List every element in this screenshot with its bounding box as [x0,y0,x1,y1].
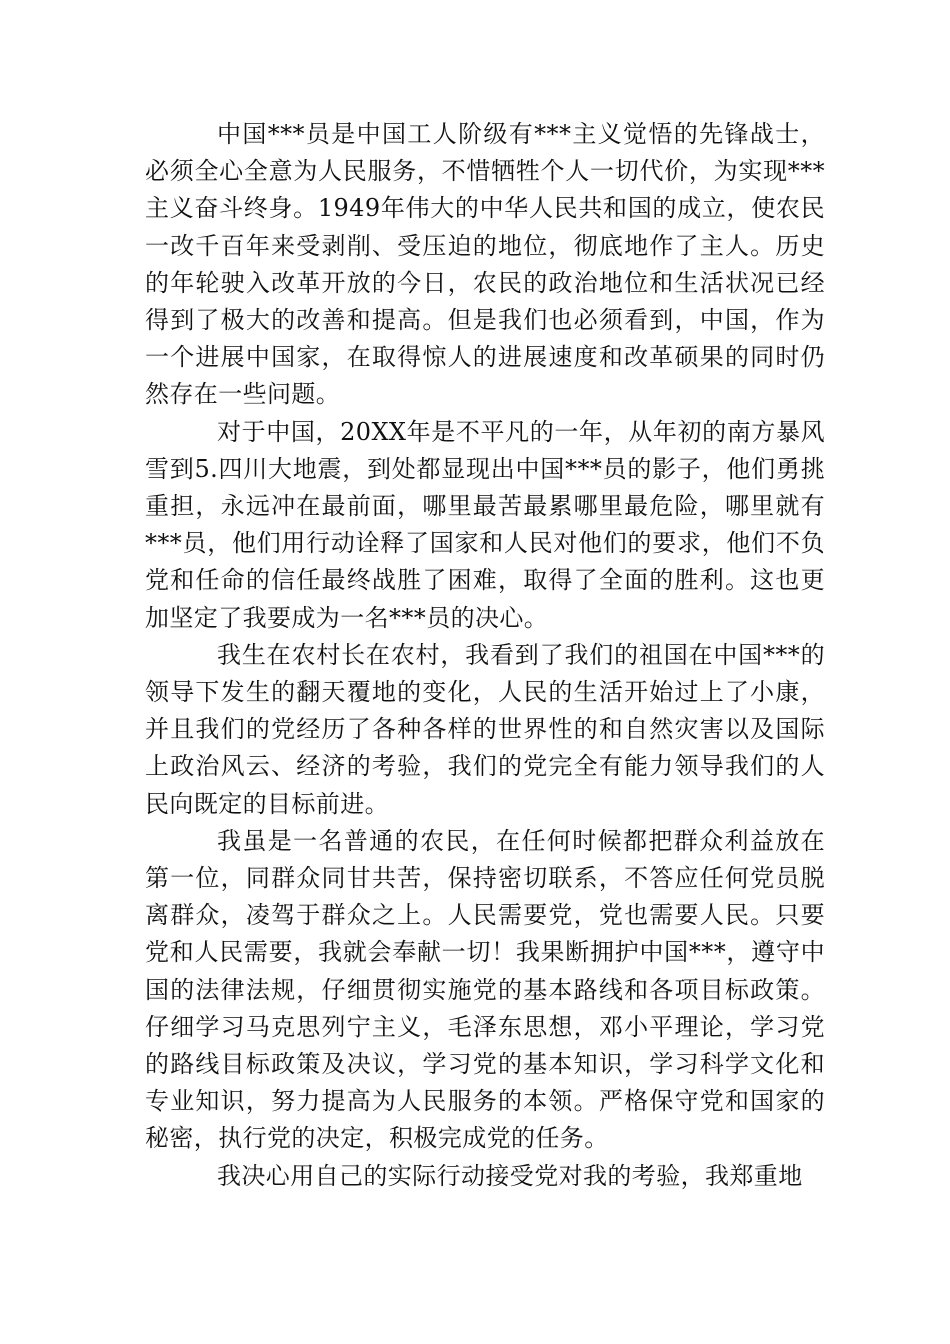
document-body [145,116,825,1195]
paragraph-5: 我决心用自己的实际行动接受党对我的考验，我郑重地 [217,1161,803,1190]
paragraph-4: 我虽是一名普通的农民，在任何时候都把群众利益放在第一位，同群众同甘共苦，保持密切联系，不答应任何党员脱离群众，凌驾于群众之上。人民需要党，党也需要人民。只要党和人民需要，我就会奉献一切！我果断拥护中国***，遵守中国的法律法规，仔细贯彻实施党的基本路线和各项目标政策。仔细学习马克思列宁主义，毛泽东思想，邓小平理论，学习党的路线目标政策及决议，学习党的基本知识，学习科学文化和专业知识，努力提高为人民服务的本领。严格保守党和国家的秘密，执行党的决定，积极完成党的任务。 [145,826,825,1153]
paragraph-2: 对于中国，20XX年是不平凡的一年，从年初的南方暴风雪到5.四川大地震，到处都显现出中国***员的影子，他们勇挑重担，永远冲在最前面，哪里最苦最累哪里最危险，哪里就有***员，他们用行动诠释了国家和人民对他们的要求，他们不负党和任命的信任最终战胜了困难，取得了全面的胜利。这也更加坚定了我要成为一名***员的决心。 [145,417,825,632]
paragraph-1: 中国***员是中国工人阶级有***主义觉悟的先锋战士，必须全心全意为人民服务，不惜牺牲个人一切代价，为实现***主义奋斗终身。1949年伟大的中华人民共和国的成立，使农民一改千百年来受剥削、受压迫的地位，彻底地作了主人。历史的年轮驶入改革开放的今日，农民的政治地位和生活状况已经得到了极大的改善和提高。但是我们也必须看到，中国，作为一个进展中国家，在取得惊人的进展速度和改革硕果的同时仍然存在一些问题。 [145,120,825,409]
paragraph-3: 我生在农村长在农村，我看到了我们的祖国在中国***的领导下发生的翻天覆地的变化，人民的生活开始过上了小康，并且我们的党经历了各种各样的世界性的和自然灾害以及国际上政治风云、经济的考验，我们的党完全有能力领导我们的人民向既定的目标前进。 [145,640,825,818]
